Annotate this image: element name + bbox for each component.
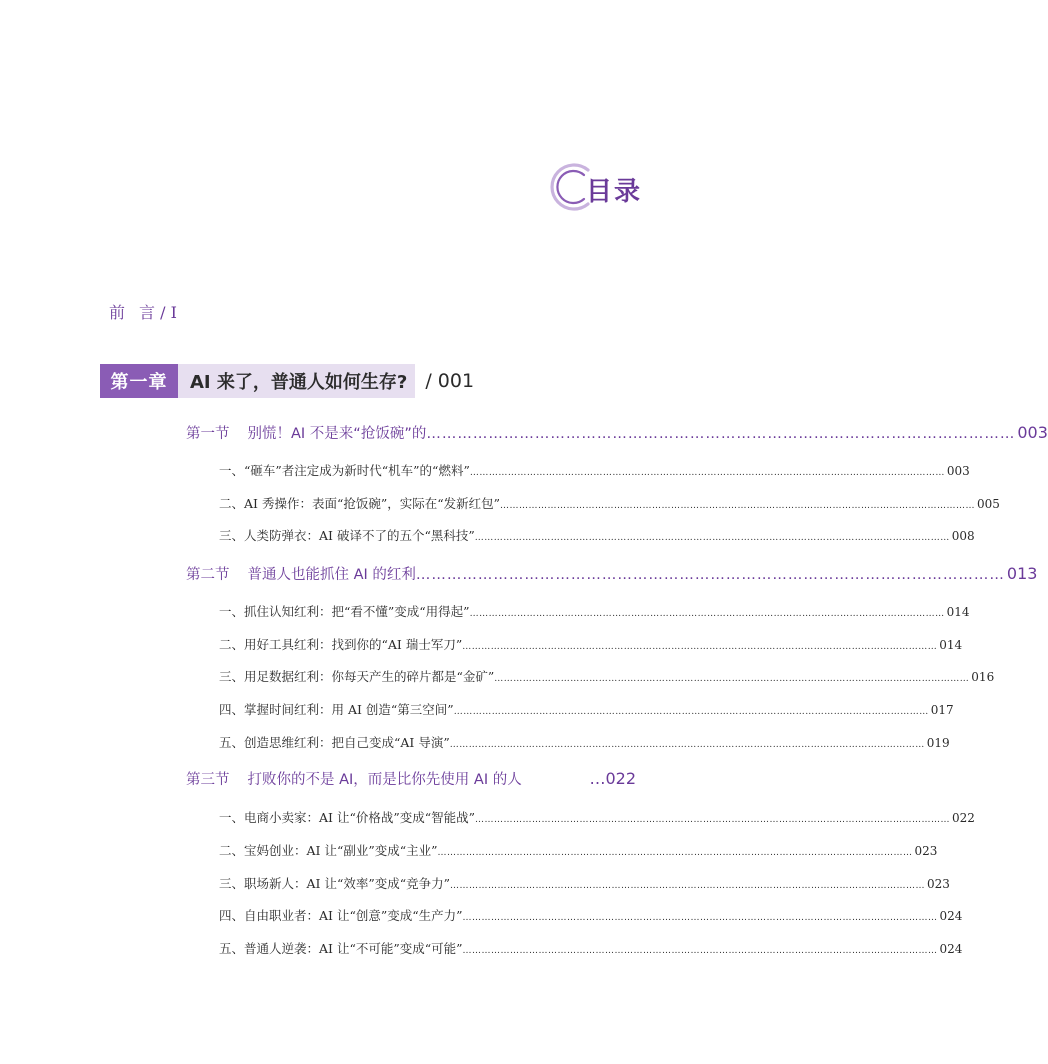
section-page: …022: [589, 769, 636, 788]
toc-item-text: 三、人类防弹衣：AI 破译不了的五个“黑科技”: [219, 528, 475, 543]
section-entry[interactable]: [186, 422, 1048, 443]
dot-leader: ……………………………………………………………………………………………………………………………………: [500, 501, 976, 511]
toc-item-page: 008: [951, 529, 975, 543]
toc-item[interactable]: [219, 667, 995, 685]
toc-item-text: 一、电商小卖家：AI 让“价格战”变成“智能战”: [219, 810, 476, 825]
toc-item-text: 五、创造思维红利：把自己变成“AI 导演”: [219, 735, 450, 750]
preface-entry[interactable]: [109, 300, 177, 323]
chapter-page: / 001: [425, 370, 475, 392]
toc-item-page: 022: [952, 811, 975, 825]
toc-item-text: 三、用足数据红利：你每天产生的碎片都是“金矿”: [219, 669, 495, 684]
toc-item[interactable]: [219, 733, 950, 751]
toc-item-page: 019: [926, 736, 950, 750]
toc-item[interactable]: [219, 635, 963, 653]
dot-leader: ……………………………………………………………………………………………………: [415, 567, 1005, 583]
toc-item-page: 005: [977, 497, 1000, 511]
section-entry[interactable]: [186, 768, 636, 789]
section-title: 别慌！AI 不是来“抢饭碗”的: [247, 426, 427, 442]
toc-item-page: 017: [930, 703, 954, 717]
dot-leader: ……………………………………………………………………………………………………………………………………: [437, 848, 913, 858]
section-number: 第二节: [186, 567, 230, 583]
section-title: 普通人也能抓住 AI 的红利: [247, 567, 416, 583]
toc-item-text: 二、AI 秀操作：表面“抢饭碗”，实际在“发新红包”: [219, 496, 501, 511]
dot-leader: ……………………………………………………………………………………………………………………………………: [469, 609, 945, 619]
toc-item-text: 四、掌握时间红利：用 AI 创造“第三空间”: [219, 702, 454, 717]
toc-item-text: 三、职场新人：AI 让“效率”变成“竞争力”: [219, 876, 451, 891]
preface-label-b: 言: [139, 303, 156, 322]
toc-item-text: 二、用好工具红利：找到你的“AI 瑞士军刀”: [219, 637, 463, 652]
chapter-title: AI 来了，普通人如何生存?: [178, 364, 415, 398]
section-page: 013: [1006, 564, 1038, 583]
dot-leader: ……………………………………………………………………………………………………………………………………: [462, 913, 938, 923]
section-title: 打败你的不是 AI，而是比你先使用 AI 的人: [247, 772, 522, 788]
toc-item-page: 023: [927, 877, 950, 891]
section-number: 第一节: [186, 426, 230, 442]
toc-item-text: 四、自由职业者：AI 让“创意”变成“生产力”: [219, 908, 463, 923]
dot-leader: ……………………………………………………………………………………………………………………………………: [474, 533, 950, 543]
dot-leader: ……………………………………………………………………………………………………………………………………: [462, 642, 938, 652]
toc-item-page: 014: [939, 638, 963, 652]
dot-leader: ……………………………………………………………………………………………………………………………………: [449, 740, 925, 750]
preface-page: / I: [160, 303, 177, 322]
toc-item-text: 一、抓住认知红利：把“看不懂”变成“用得起”: [219, 604, 470, 619]
section-number: 第三节: [186, 772, 230, 788]
toc-item[interactable]: [219, 906, 963, 924]
section-entry[interactable]: [186, 563, 1038, 584]
chapter-tag: 第一章: [100, 364, 178, 398]
section-page: 003: [1017, 423, 1048, 442]
dot-leader: ……………………………………………………………………………………………………………………………………: [462, 946, 938, 956]
toc-item[interactable]: [219, 461, 970, 479]
toc-item-page: 003: [946, 464, 970, 478]
toc-item[interactable]: [219, 526, 975, 544]
dot-leader: ……………………………………………………………………………………………………………………………………: [475, 815, 951, 825]
dot-leader: ……………………………………………………………………………………………………………………………………: [453, 707, 929, 717]
dot-leader: ……………………………………………………………………………………………………………………………………: [469, 468, 945, 478]
toc-item-text: 五、普通人逆袭：AI 让“不可能”变成“可能”: [219, 941, 463, 956]
toc-item-text: 二、宝妈创业：AI 让“副业”变成“主业”: [219, 843, 438, 858]
dot-leader: ……………………………………………………………………………………………………………………………………: [450, 881, 926, 891]
dot-leader: ……………………………………………………………………………………………………: [426, 426, 1016, 442]
toc-item-page: 023: [914, 844, 938, 858]
toc-item[interactable]: [219, 602, 970, 620]
toc-item[interactable]: [219, 808, 975, 826]
chapter-heading[interactable]: [100, 364, 474, 398]
dot-leader: ……………………………………………………………………………………………………………………………………: [494, 674, 970, 684]
preface-label-a: 前: [109, 303, 126, 322]
toc-item-page: 024: [939, 942, 963, 956]
toc-item[interactable]: [219, 841, 938, 859]
toc-item-page: 014: [946, 605, 970, 619]
page-title: 目录: [586, 177, 643, 207]
toc-item-page: 024: [939, 909, 963, 923]
toc-item-text: 一、“砸车”者注定成为新时代“机车”的“燃料”: [219, 463, 470, 478]
toc-item[interactable]: [219, 700, 954, 718]
toc-item-page: 016: [971, 670, 995, 684]
toc-item[interactable]: [219, 874, 950, 892]
toc-item[interactable]: [219, 939, 963, 957]
toc-item[interactable]: [219, 494, 1000, 512]
